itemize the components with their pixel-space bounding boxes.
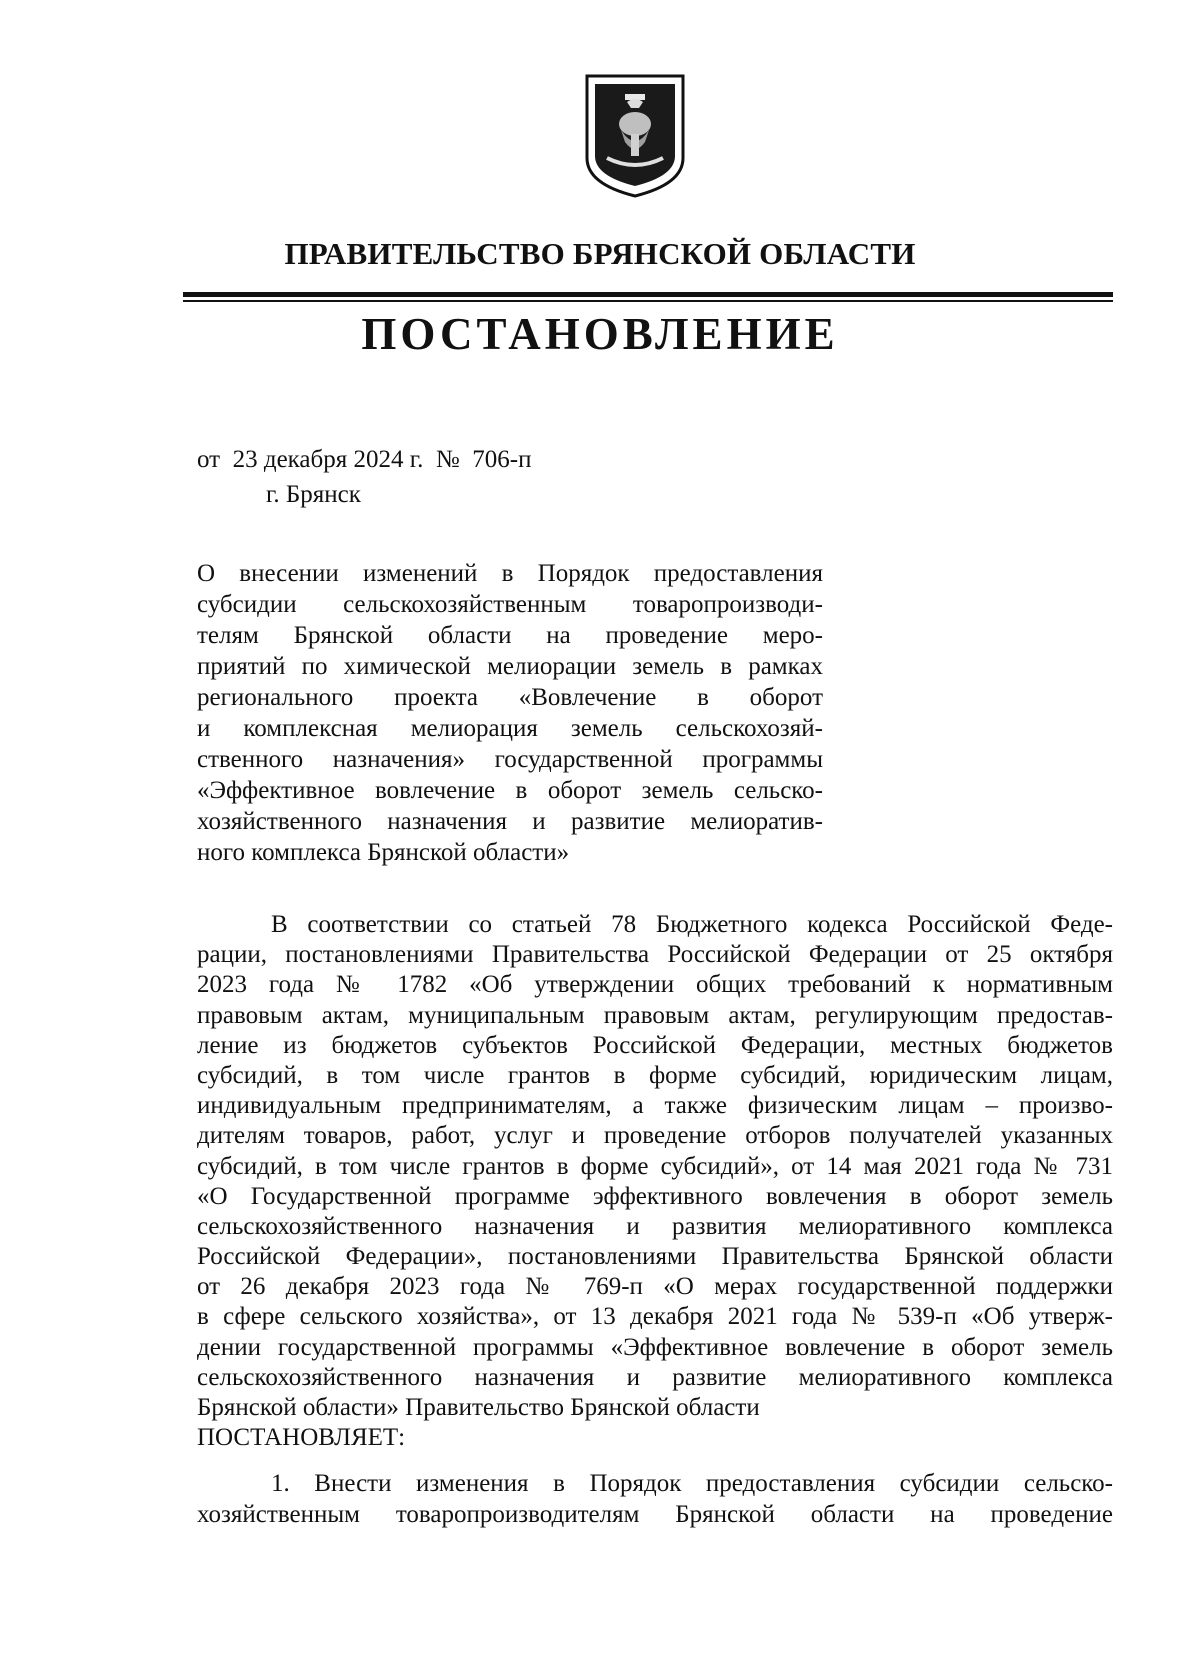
organization-title: ПРАВИТЕЛЬСТВО БРЯНСКОЙ ОБЛАСТИ (284, 236, 916, 271)
header-rule-thin (183, 300, 1113, 302)
subject-line: ственного назначения» государственной программы (197, 746, 823, 773)
subject-line: «Эффективное вовлечение в оборот земель сельско- (197, 777, 823, 804)
preamble-line: рации, постановлениями Правительства Российской Федерации от 25 октября (197, 941, 1113, 969)
preamble-line: от 26 декабря 2023 года № 769-п «О мерах государственной поддержки (197, 1273, 1113, 1301)
item-line: 1. Внести изменения в Порядок предоставления субсидии сельско- (271, 1470, 1113, 1498)
subject-line: О внесении изменений в Порядок предоставления (197, 560, 823, 587)
preamble-line: сельскохозяйственного назначения и развития мелиоративного комплекса (197, 1212, 1113, 1240)
subject-line: и комплексная мелиорация земель сельскохозяй- (197, 715, 823, 742)
document-type-title: ПОСТАНОВЛЕНИЕ (361, 309, 839, 359)
preamble-line: дителям товаров, работ, услуг и проведение отборов получателей указанных (197, 1122, 1113, 1150)
coat-of-arms-icon (583, 72, 687, 200)
preamble-line: В соответствии со статьей 78 Бюджетного кодекса Российской Феде- (271, 911, 1113, 938)
preamble-line: субсидий, в том числе грантов в форме субсидий, юридическим лицам, (197, 1061, 1113, 1089)
decree-word: ПОСТАНОВЛЯЕТ: (197, 1424, 406, 1452)
preamble-line: в сфере сельского хозяйства», от 13 декабря 2021 года № 539-п «Об утверж- (197, 1303, 1113, 1331)
subject-line: приятий по химической мелиорации земель в рамках (197, 653, 823, 680)
preamble-line: сельскохозяйственного назначения и развитие мелиоративного комплекса (197, 1363, 1113, 1391)
header-rule-thick (183, 292, 1113, 297)
document-body (197, 910, 1113, 1530)
document-subject (197, 558, 823, 868)
item-line: хозяйственным товаропроизводителям Брянской области на проведение (197, 1500, 1113, 1528)
document-city: г. Брянск (266, 481, 361, 508)
document-date-number: от 23 декабря 2024 г. № 706-п (197, 446, 532, 473)
subject-line: хозяйственного назначения и развитие мелиоратив- (197, 808, 823, 835)
preamble-line: 2023 года № 1782 «Об утверждении общих требований к нормативным (197, 971, 1113, 999)
subject-line: регионального проекта «Вовлечение в оборот (197, 684, 823, 711)
subject-line: телям Брянской области на проведение меро- (197, 622, 823, 649)
preamble-line: Российской Федерации», постановлениями Правительства Брянской области (197, 1243, 1113, 1271)
subject-line: субсидии сельскохозяйственным товаропроизводи- (197, 591, 823, 618)
preamble-line: субсидий, в том числе грантов в форме субсидий», от 14 мая 2021 года № 731 (197, 1152, 1113, 1180)
preamble-line: дении государственной программы «Эффективное вовлечение в оборот земель (197, 1333, 1113, 1361)
preamble-line: «О Государственной программе эффективного вовлечения в оборот земель (197, 1182, 1113, 1210)
preamble-line: правовым актам, муниципальным правовым актам, регулирующим предостав- (197, 1001, 1113, 1029)
preamble-line: Брянской области» Правительство Брянской области (197, 1394, 760, 1421)
preamble-line: индивидуальным предпринимателям, а также физическим лицам – произво- (197, 1092, 1113, 1120)
preamble-line: ление из бюджетов субъектов Российской Федерации, местных бюджетов (197, 1031, 1113, 1059)
subject-line: ного комплекса Брянской области» (197, 839, 570, 866)
paragraph-spacer (197, 1453, 1113, 1469)
